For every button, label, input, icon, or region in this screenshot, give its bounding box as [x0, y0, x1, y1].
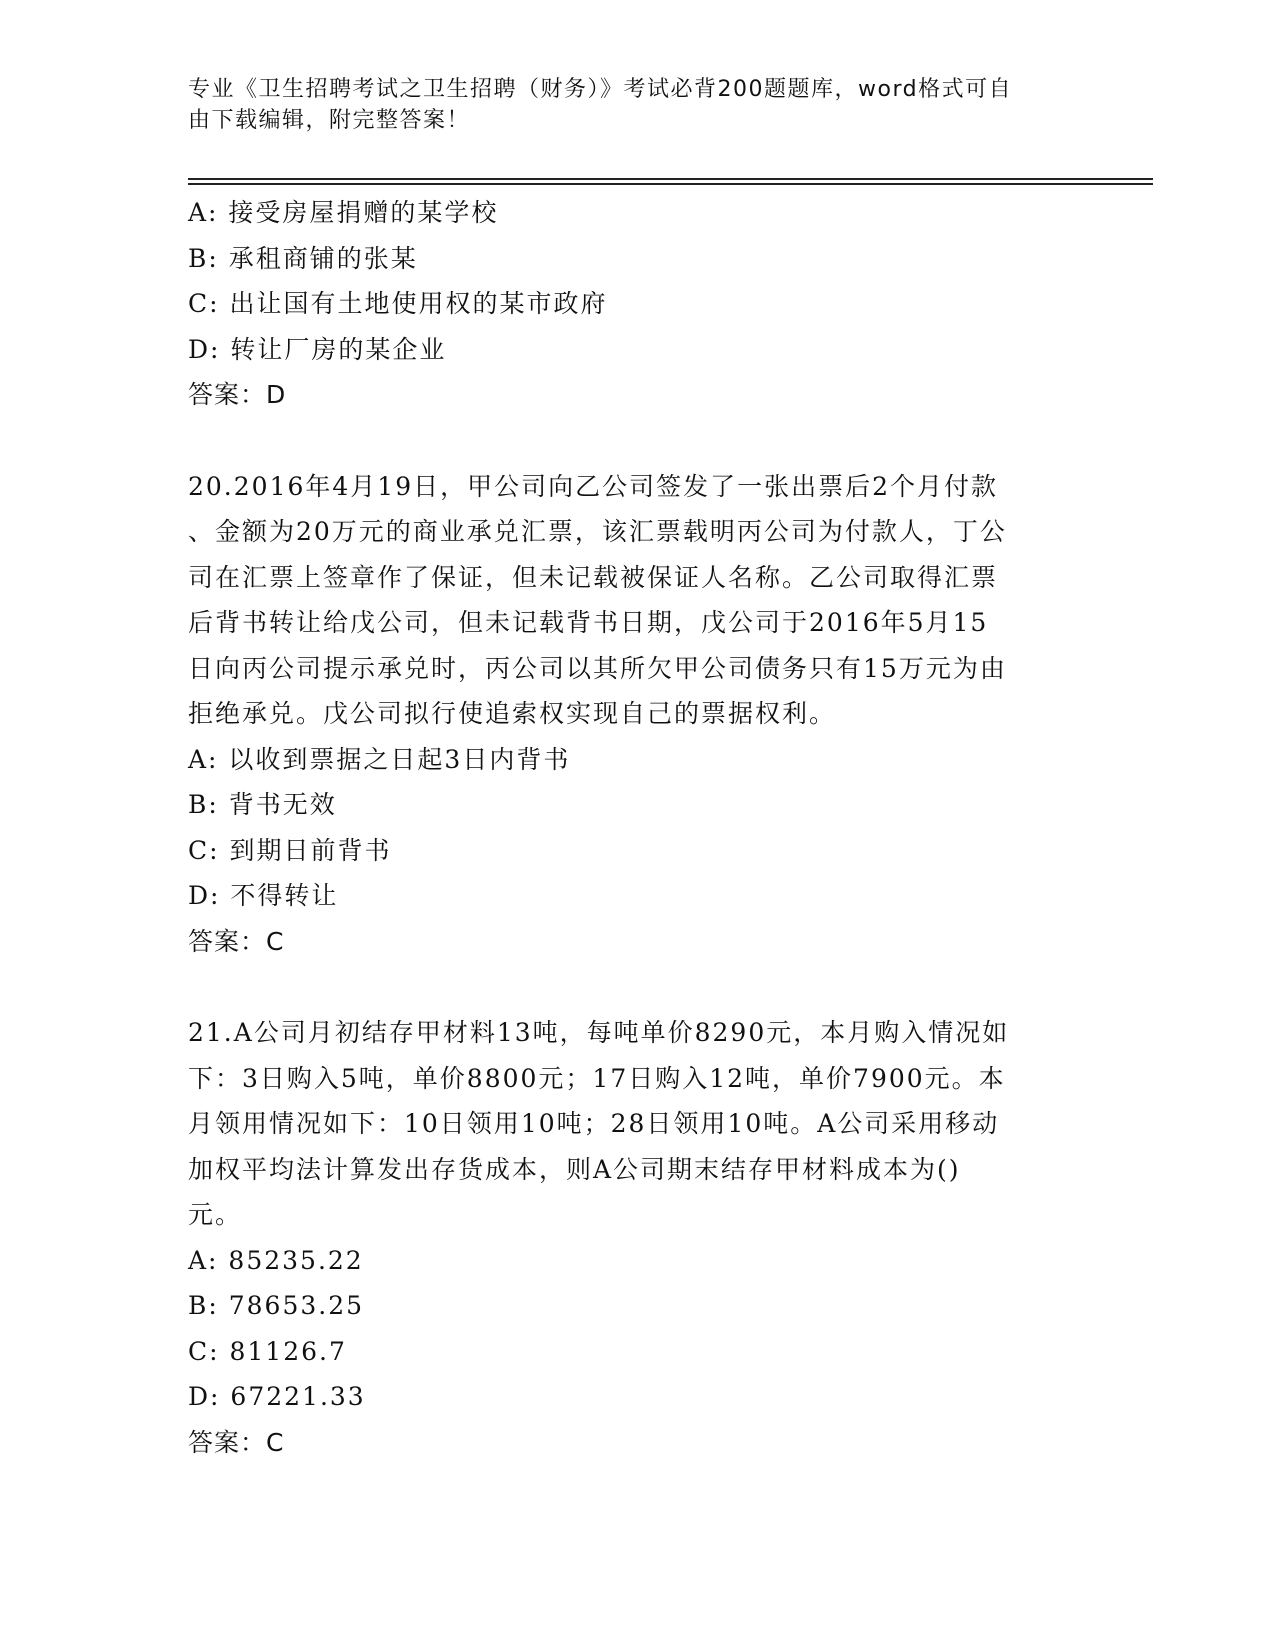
- answer-line: 答案：C: [188, 926, 285, 956]
- option-c: C: 出让国有土地使用权的某市政府: [188, 289, 608, 318]
- question-text-line: 拒绝承兑。戊公司拟行使追索权实现自己的票据权利。: [188, 699, 837, 728]
- question-text-line: 司在汇票上签章作了保证，但未记载被保证人名称。乙公司取得汇票: [188, 562, 999, 592]
- question-21: [188, 1010, 1088, 1465]
- question-text-line: 元。: [188, 1200, 243, 1229]
- option-a: A: 以收到票据之日起3日内背书: [188, 744, 571, 774]
- question-text-line: 、金额为20万元的商业承兑汇票，该汇票载明丙公司为付款人，丁公: [188, 517, 1007, 546]
- question-19: [188, 190, 1088, 418]
- question-text-line: 下：3日购入5吨，单价8800元；17日购入12吨，单价7900元。本: [188, 1063, 1006, 1093]
- header-line-1: 专业《卫生招聘考试之卫生招聘（财务）》考试必背200题题库，word格式可自: [188, 77, 1013, 102]
- question-text-line: 月领用情况如下：10日领用10吨；28日领用10吨。A公司采用移动: [188, 1109, 1000, 1138]
- question-20: [188, 464, 1088, 965]
- question-text: [188, 464, 1088, 737]
- option-b: B: 背书无效: [188, 790, 337, 819]
- answer-line: 答案：C: [188, 1427, 285, 1457]
- header-line-2: 由下载编辑，附完整答案！: [188, 108, 471, 133]
- header-divider-bottom: [188, 183, 1153, 185]
- option-d: D: 67221.33: [188, 1382, 366, 1411]
- question-text-line: 加权平均法计算发出存货成本，则A公司期末结存甲材料成本为(): [188, 1154, 961, 1184]
- option-a: A: 接受房屋捐赠的某学校: [188, 198, 499, 227]
- header-divider-top: [188, 178, 1153, 180]
- option-c: C: 81126.7: [188, 1336, 347, 1366]
- question-text-line: 20.2016年4月19日，甲公司向乙公司签发了一张出票后2个月付款: [188, 471, 999, 501]
- question-text-line: 后背书转让给戊公司，但未记载背书日期，戊公司于2016年5月15: [188, 608, 989, 637]
- option-c: C: 到期日前背书: [188, 835, 392, 865]
- option-b: B: 78653.25: [188, 1291, 365, 1320]
- question-list: [188, 190, 1088, 1465]
- question-text-line: 21.A公司月初结存甲材料13吨，每吨单价8290元，本月购入情况如: [188, 1018, 1010, 1047]
- question-text-line: 日向丙公司提示承兑时，丙公司以其所欠甲公司债务只有15万元为由: [188, 653, 1007, 683]
- question-text: [188, 1010, 1088, 1238]
- option-a: A: 85235.22: [188, 1245, 364, 1275]
- answer-line: 答案：D: [188, 380, 287, 409]
- option-d: D: 不得转让: [188, 881, 339, 910]
- option-b: B: 承租商铺的张某: [188, 243, 418, 273]
- option-d: D: 转让厂房的某企业: [188, 334, 447, 364]
- document-header: [188, 74, 1068, 136]
